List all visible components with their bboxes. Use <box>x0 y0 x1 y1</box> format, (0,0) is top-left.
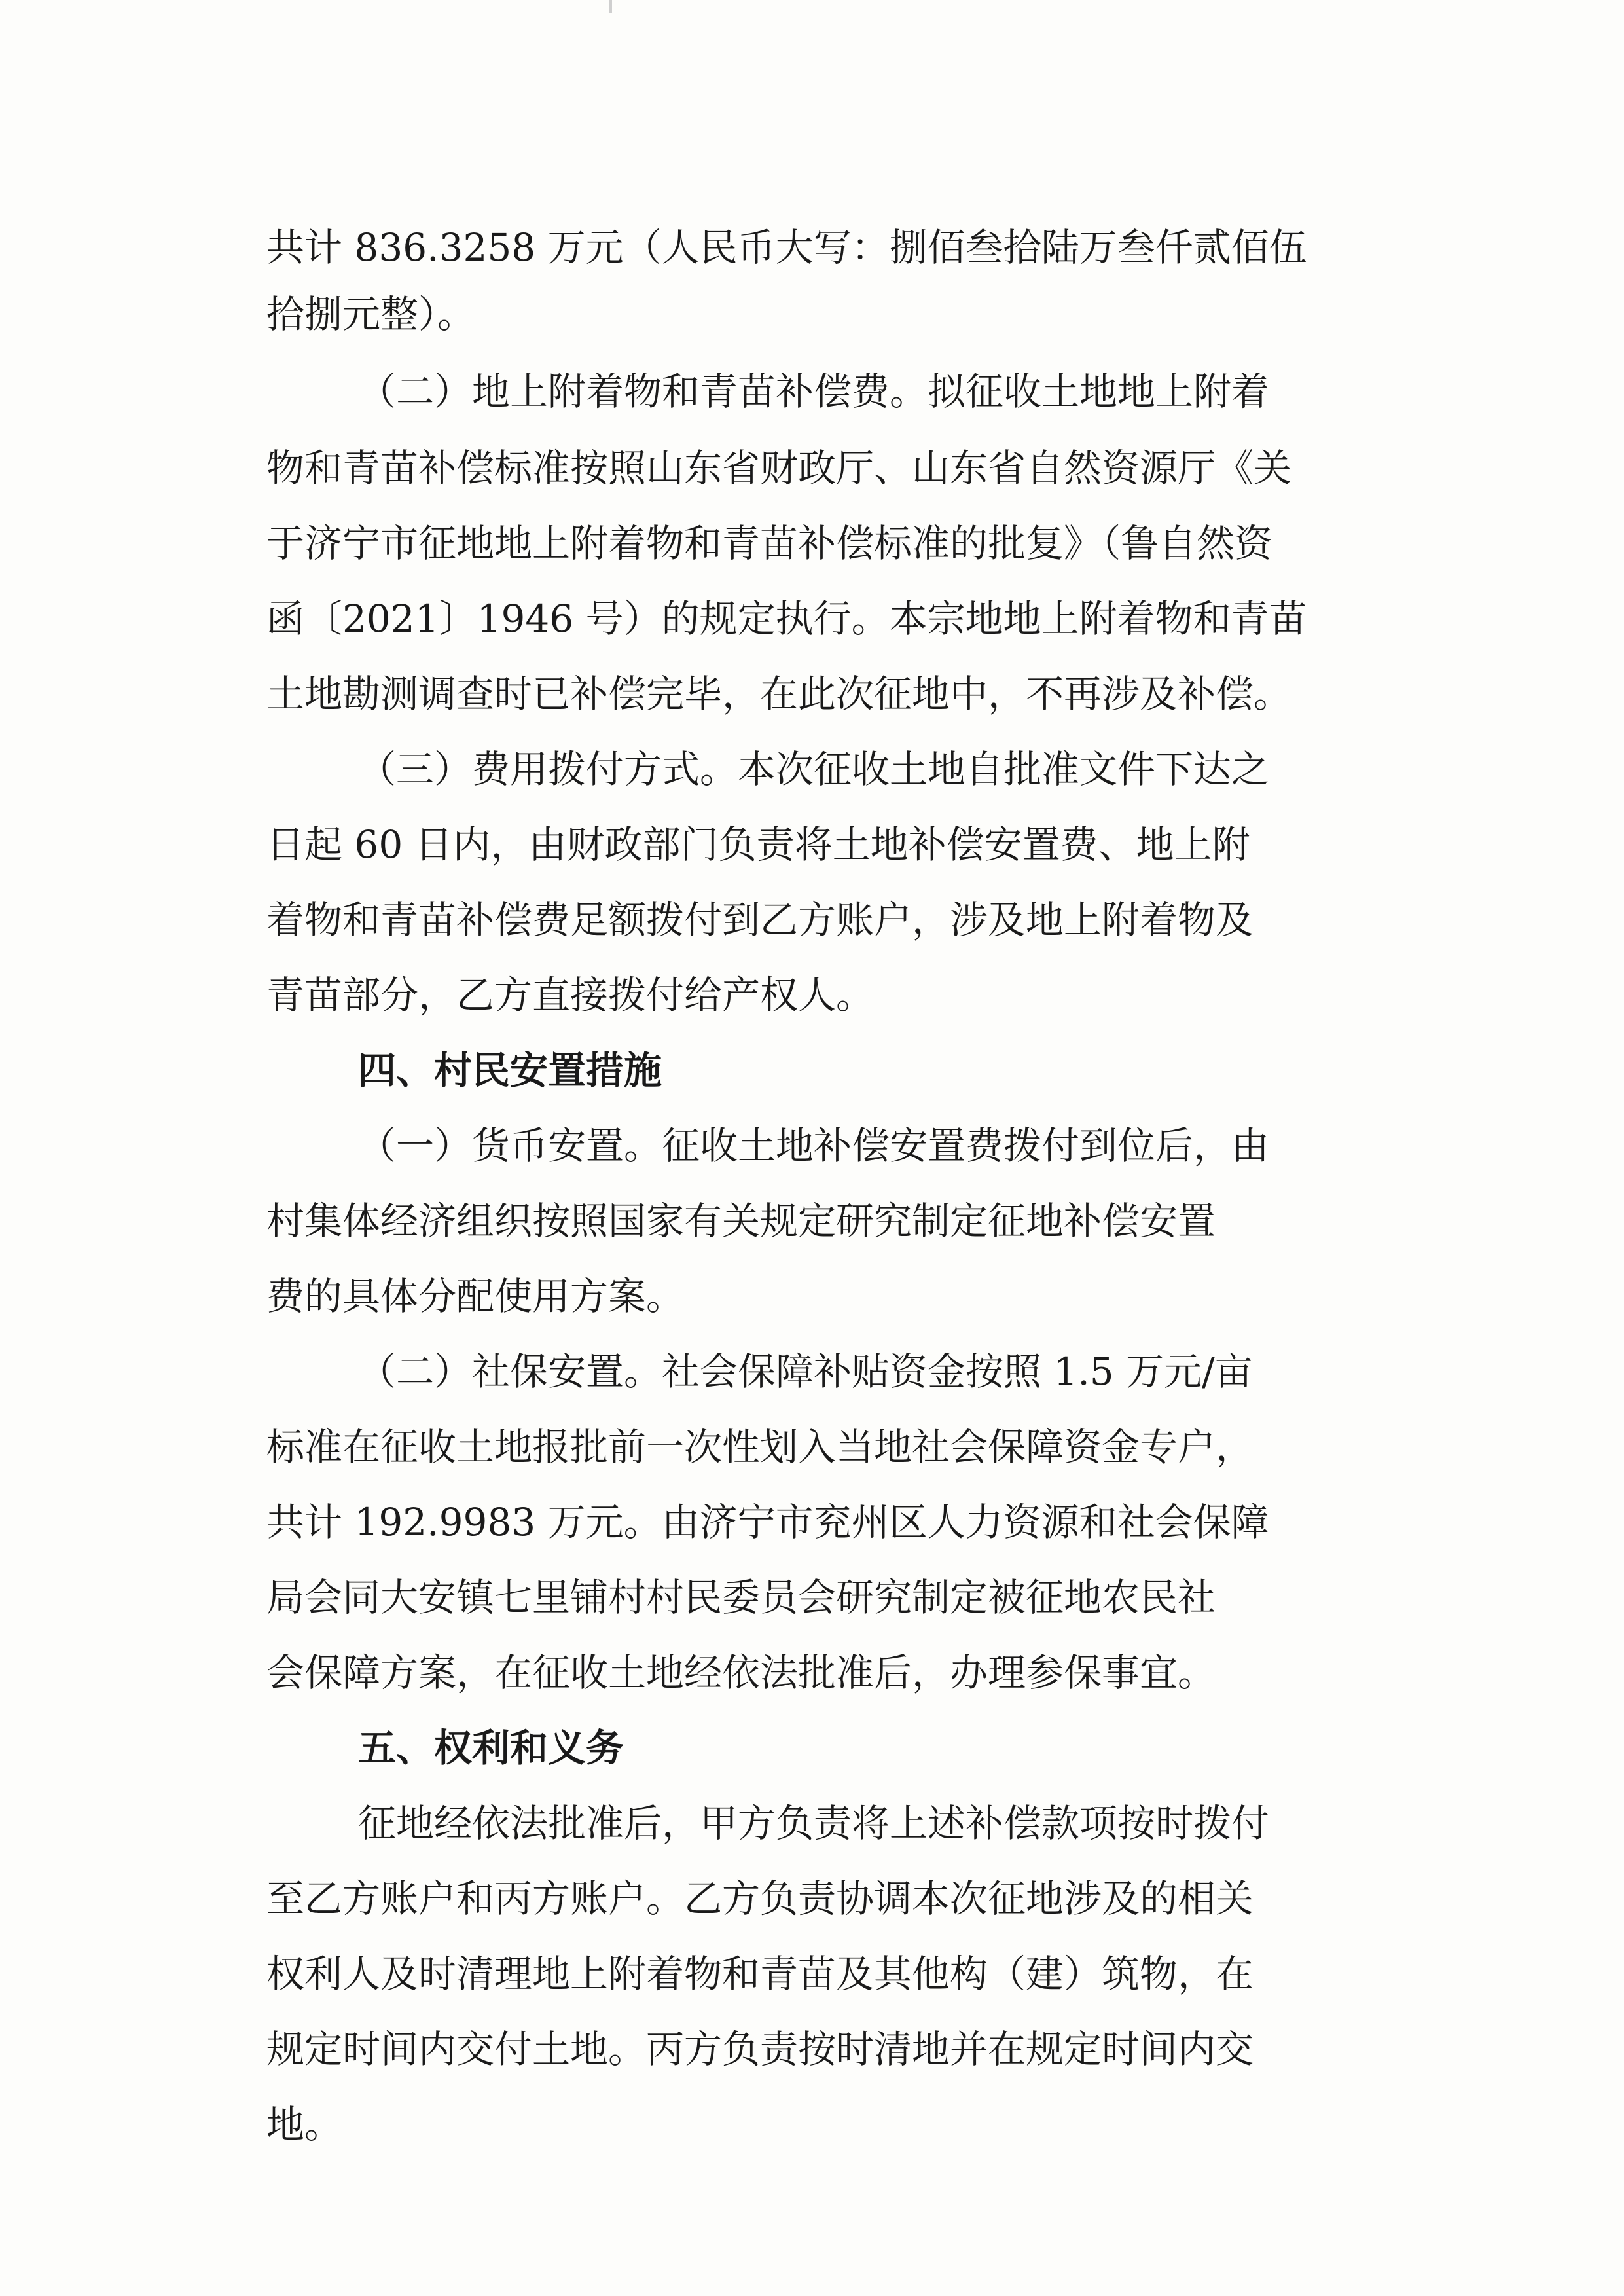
text-line: 权利人及时清理地上附着物和青苗及其他构（建）筑物，在 <box>266 1952 1254 1996</box>
text-line: 村集体经济组织按照国家有关规定研究制定征地补偿安置 <box>266 1199 1216 1243</box>
text-line: 青苗部分，乙方直接拨付给产权人。 <box>266 973 875 1017</box>
section-heading: 五、权利和义务 <box>358 1726 624 1770</box>
paragraph-start-line: 征地经依法批准后，甲方负责将上述补偿款项按时拨付 <box>358 1801 1270 1846</box>
paragraph-start-line: （二）社保安置。社会保障补贴资金按照 1.5 万元/亩 <box>358 1349 1253 1394</box>
text-line: 日起 60 日内，由财政部门负责将土地补偿安置费、地上附 <box>266 822 1250 867</box>
paragraph-start-line: （二）地上附着物和青苗补偿费。拟征收土地地上附着 <box>358 369 1270 414</box>
text-line: 于济宁市征地地上附着物和青苗补偿标准的批复》（鲁自然资 <box>266 521 1273 566</box>
text-line: 会保障方案，在征收土地经依法批准后，办理参保事宜。 <box>266 1650 1216 1695</box>
text-line: 地。 <box>266 2102 343 2147</box>
text-line: 物和青苗补偿标准按照山东省财政厅、山东省自然资源厅《关 <box>266 446 1292 490</box>
text-line: 土地勘测调查时已补偿完毕，在此次征地中，不再涉及补偿。 <box>266 672 1292 716</box>
text-line: 规定时间内交付土地。丙方负责按时清地并在规定时间内交 <box>266 2027 1254 2071</box>
text-line: 着物和青苗补偿费足额拨付到乙方账户，涉及地上附着物及 <box>266 898 1254 942</box>
text-line: 共计 836.3258 万元（人民币大写：捌佰叁拾陆万叁仟贰佰伍 <box>266 225 1307 270</box>
text-line: 至乙方账户和丙方账户。乙方负责协调本次征地涉及的相关 <box>266 1876 1254 1921</box>
text-line: 共计 192.9983 万元。由济宁市兖州区人力资源和社会保障 <box>266 1500 1269 1544</box>
paragraph-start-line: （一）货币安置。征收土地补偿安置费拨付到位后，由 <box>358 1123 1270 1168</box>
text-line: 拾捌元整）。 <box>266 292 476 337</box>
text-line: 标准在征收土地报批前一次性划入当地社会保障资金专户， <box>266 1425 1254 1469</box>
paragraph-start-line: （三）费用拨付方式。本次征收土地自批准文件下达之 <box>358 747 1270 792</box>
text-line: 函〔2021〕1946 号）的规定执行。本宗地地上附着物和青苗 <box>266 596 1307 641</box>
text-line: 费的具体分配使用方案。 <box>266 1274 685 1319</box>
section-heading: 四、村民安置措施 <box>358 1048 662 1093</box>
text-line: 局会同大安镇七里铺村村民委员会研究制定被征地农民社 <box>266 1575 1216 1620</box>
scan-mark <box>609 0 612 13</box>
